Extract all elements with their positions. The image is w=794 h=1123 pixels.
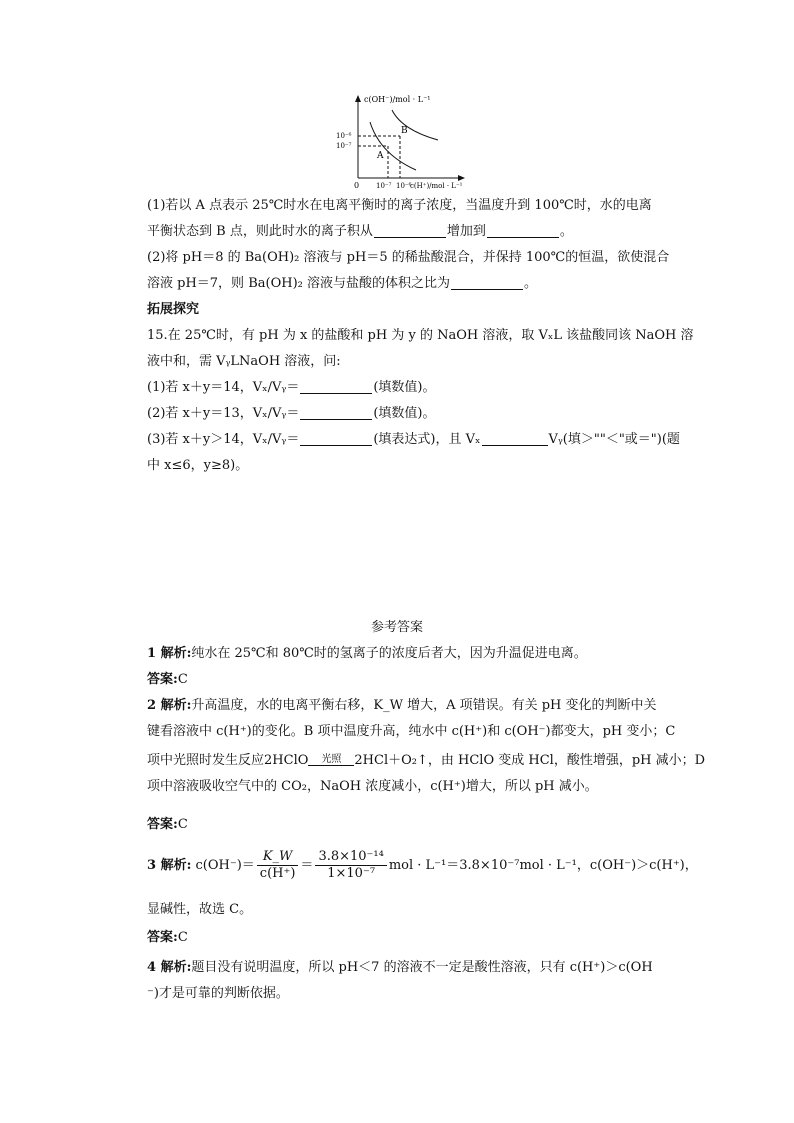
- y-tick-2: 10⁻⁷: [336, 142, 352, 150]
- kw-fraction: $\frac{K\_W}{c(H^+)}$: [257, 849, 299, 882]
- q15-sub3: (3)若 x＋y＞14，Vₓ/Vᵧ＝ (填表达式)，且 Vₓ Vᵧ(填＞""＜"或＝")(题: [147, 432, 680, 447]
- answer-3-line2: 显碱性，故选 C。: [147, 902, 253, 917]
- answer-1: 1 解析:纯水在 25℃和 80℃时的氢离子的浓度后者大，因为升温促进电离。: [147, 646, 587, 661]
- answer-3-line1: 3 解析: c(OH⁻)＝ $\frac{K\_W}{c(H^+)}$ ＝ $\frac{\text{3.8×10⁻¹⁴}}{\text{1×10⁻⁷}}$ mol · L⁻¹＝3.8×10⁻⁷mol · L⁻¹，c(OH⁻)＞c(H⁺)，: [147, 849, 698, 881]
- q15-line1: 15.在 25℃时，有 pH 为 x 的盐酸和 pH 为 y 的 NaOH 溶液，取 VₓL 该盐酸同该 NaOH 溶: [147, 328, 694, 343]
- answer-blank[interactable]: [300, 405, 372, 420]
- x-axis-arrow: [458, 175, 465, 181]
- y-axis-label: c(OH⁻)/mol · L⁻¹: [364, 95, 431, 104]
- curve-a: [370, 122, 416, 170]
- answer-2-line4: 项中溶液吸收空气中的 CO₂，NaOH 浓度减小，c(H⁺)增大，所以 pH 减小。: [147, 779, 598, 794]
- answer-blank[interactable]: [487, 223, 559, 238]
- q14-part2-line2: 溶液 pH＝7，则 Ba(OH)₂ 溶液与盐酸的体积之比为 。: [147, 276, 537, 291]
- answers-heading: 参考答案: [370, 620, 423, 635]
- value-fraction: $\frac{\text{3.8×10⁻¹⁴}}{\text{1×10⁻⁷}}$: [315, 849, 386, 882]
- answer-2-line3: 项中光照时发生反应2HClO 光照 2HCl＋O₂↑，由 HClO 变成 HCl，酸性增强，pH 减小；D: [147, 753, 706, 768]
- q14-part1-line2: 平衡状态到 B 点，则此时水的离子积从 增加到 。: [147, 224, 573, 239]
- answer-blank[interactable]: [300, 431, 372, 446]
- answer-4-line1: 4 解析:题目没有说明温度，所以 pH＜7 的溶液不一定是酸性溶液，只有 c(H⁺)＞c(OH: [147, 960, 653, 975]
- q15-sub1: (1)若 x＋y＝14，Vₓ/Vᵧ＝ (填数值)。: [147, 380, 436, 395]
- y-axis-arrow: [355, 95, 361, 102]
- answer-blank[interactable]: [300, 379, 372, 394]
- answer-3-key: 答案:C: [147, 930, 188, 945]
- q14-part1-line1: (1)若以 A 点表示 25℃时水在电离平衡时的离子浓度，当温度升到 100℃时，水的电离: [147, 198, 652, 213]
- answer-1-key: 答案:C: [147, 672, 188, 687]
- y-tick-1: 10⁻⁶: [336, 132, 352, 140]
- origin-label: 0: [354, 181, 360, 190]
- answer-blank[interactable]: [374, 223, 446, 238]
- section-title: 拓展探究: [147, 302, 200, 317]
- q15-sub2: (2)若 x＋y＝13，Vₓ/Vᵧ＝ (填数值)。: [147, 406, 436, 421]
- answer-2-line1: 2 解析:升高温度，水的电离平衡右移，K_W 增大，A 项错误。有关 pH 变化的判断中关: [147, 698, 657, 713]
- answer-blank[interactable]: [482, 431, 548, 446]
- ion-concentration-graph: [330, 92, 500, 192]
- x-tick-1: 10⁻⁷: [376, 182, 392, 190]
- point-a-label: A: [377, 151, 384, 161]
- answer-4-line2: ⁻)才是可靠的判断依据。: [147, 986, 289, 1001]
- x-tick-2: 10⁻⁶: [396, 182, 412, 190]
- reaction-arrow: 光照: [308, 754, 354, 766]
- point-b-label: B: [401, 126, 408, 136]
- q15-line2: 液中和，需 VᵧLNaOH 溶液，问:: [147, 354, 341, 369]
- q14-part2-line1: (2)将 pH＝8 的 Ba(OH)₂ 溶液与 pH＝5 的稀盐酸混合，并保持 100℃的恒温，欲使混合: [147, 250, 670, 265]
- answer-2-key: 答案:C: [147, 817, 188, 832]
- answer-blank[interactable]: [451, 275, 523, 290]
- x-axis-label: c(H⁺)/mol · L⁻¹: [410, 182, 463, 190]
- q15-sub3-cont: 中 x≤6，y≥8)。: [147, 458, 249, 473]
- answer-2-line2: 键看溶液中 c(H⁺)的变化。B 项中温度升高，纯水中 c(H⁺)和 c(OH⁻)都变大，pH 变小；C: [147, 724, 676, 739]
